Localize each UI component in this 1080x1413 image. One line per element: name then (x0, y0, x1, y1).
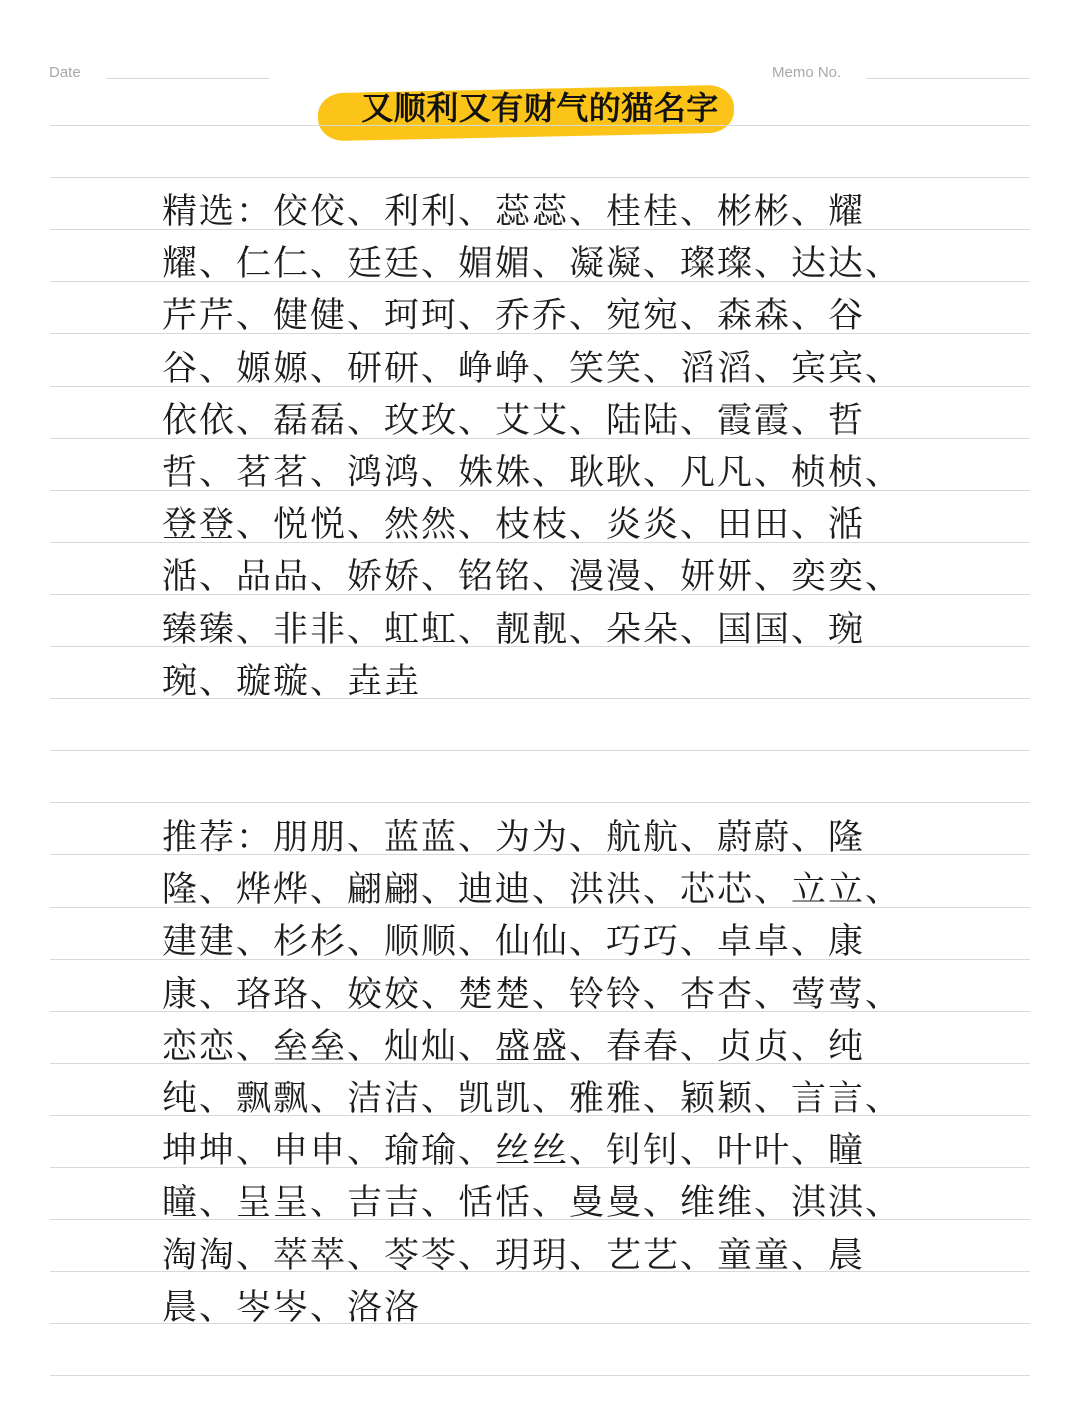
ruled-line (50, 177, 1030, 178)
ruled-line (50, 1375, 1030, 1376)
section-recommended-names: 朋朋、蓝蓝、为为、航航、蔚蔚、隆隆、烨烨、翩翩、迪迪、洪洪、芯芯、立立、建建、杉杉、顺顺、仙仙、巧巧、卓卓、康康、珞珞、姣姣、楚楚、铃铃、杏杏、莺莺、恋恋、垒垒、灿灿、盛盛、春春、贞贞、纯纯、飘飘、洁洁、凯凯、雅雅、颖颖、言言、坤坤、申申、瑜瑜、丝丝、钊钊、叶叶、瞳瞳、呈呈、吉吉、恬恬、曼曼、维维、淇淇、淘淘、萃萃、苓苓、玥玥、艺艺、童童、晨晨、岑岑、洛洛 (162, 818, 903, 1328)
page-title: 又顺利又有财气的猫名字 (361, 89, 719, 127)
date-label: Date (49, 64, 81, 81)
ruled-line (50, 125, 1030, 126)
memo-label: Memo No. (772, 64, 842, 81)
section-featured-names: 佼佼、利利、蕊蕊、桂桂、彬彬、耀耀、仁仁、廷廷、媚媚、凝凝、璨璨、达达、芹芹、健健、珂珂、乔乔、宛宛、森森、谷谷、嫄嫄、研研、峥峥、笑笑、滔滔、宾宾、依依、磊磊、玫玫、艾艾、陆陆、霞霞、哲哲、茗茗、鸿鸿、姝姝、耿耿、凡凡、桢桢、登登、悦悦、然然、枝枝、炎炎、田田、湉湉、品品、娇娇、铭铭、漫漫、妍妍、奕奕、臻臻、非非、虹虹、靓靓、朵朵、国国、琬琬、璇璇、垚垚 (162, 192, 903, 702)
title-area (0, 80, 1080, 144)
memo-line (866, 78, 1030, 79)
section-featured (162, 186, 902, 708)
ruled-line (50, 802, 1030, 803)
date-line (106, 78, 269, 79)
section-recommended (162, 812, 902, 1334)
section-featured-label: 精选： (162, 192, 274, 232)
ruled-line (50, 750, 1030, 751)
section-recommended-label: 推荐： (162, 818, 274, 858)
